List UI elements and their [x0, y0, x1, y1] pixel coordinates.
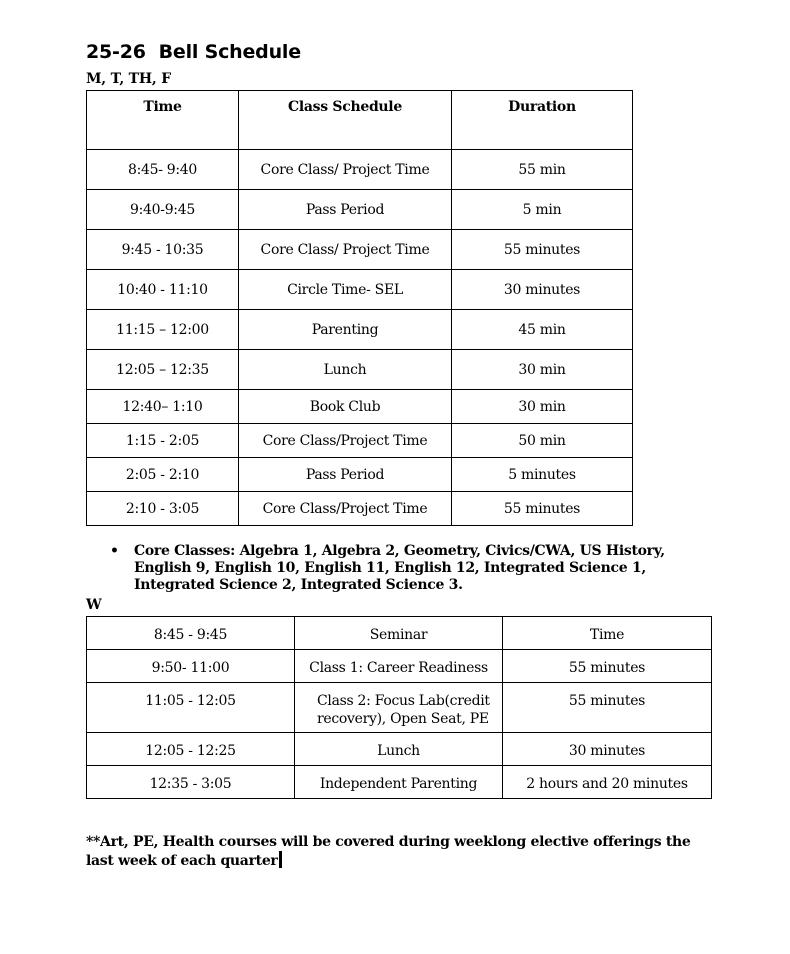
days-label-mtthf: M, T, TH, F — [86, 71, 172, 87]
cell-duration: 30 minutes — [452, 270, 633, 310]
footnote-text: **Art, PE, Health courses will be covered during weeklong elective offerings the last week of each quarter — [86, 834, 691, 869]
cell-class: Parenting — [239, 310, 452, 350]
table-row — [87, 458, 633, 492]
cell-time: 12:35 - 3:05 — [87, 766, 295, 799]
cell-class: Pass Period — [239, 190, 452, 230]
table-row — [87, 650, 712, 683]
cell-class: Core Class/Project Time — [239, 492, 452, 526]
bullet-dot: • — [110, 543, 119, 559]
cell-class: Core Class/Project Time — [239, 424, 452, 458]
table-row — [87, 350, 633, 390]
cell-duration: 55 minutes — [452, 492, 633, 526]
cell-time: 12:05 - 12:25 — [87, 733, 295, 766]
table-row — [87, 617, 712, 650]
table-header-row — [87, 91, 633, 150]
cell-class: Lunch — [239, 350, 452, 390]
cell-class: Core Class/ Project Time — [239, 230, 452, 270]
table-row — [87, 424, 633, 458]
header-time: Time — [87, 91, 239, 150]
cell-duration: Time — [503, 617, 712, 650]
table-row — [87, 390, 633, 424]
cell-class: Lunch — [295, 733, 503, 766]
cell-time: 2:05 - 2:10 — [87, 458, 239, 492]
cell-class: Class 2: Focus Lab(credit recovery), Open Seat, PE — [295, 683, 503, 733]
cell-class: Pass Period — [239, 458, 452, 492]
cell-time: 9:45 - 10:35 — [87, 230, 239, 270]
header-duration: Duration — [452, 91, 633, 150]
table-row — [87, 270, 633, 310]
cell-class: Book Club — [239, 390, 452, 424]
days-label-w: W — [86, 597, 102, 613]
cell-duration: 50 min — [452, 424, 633, 458]
cell-duration: 55 min — [452, 150, 633, 190]
text-cursor[interactable] — [279, 851, 282, 868]
cell-time: 8:45- 9:40 — [87, 150, 239, 190]
cell-time: 1:15 - 2:05 — [87, 424, 239, 458]
cell-time: 9:50- 11:00 — [87, 650, 295, 683]
cell-time: 10:40 - 11:10 — [87, 270, 239, 310]
cell-duration: 30 min — [452, 350, 633, 390]
cell-time: 12:05 – 12:35 — [87, 350, 239, 390]
cell-time: 2:10 - 3:05 — [87, 492, 239, 526]
wednesday-schedule-table — [86, 616, 712, 799]
cell-duration: 55 minutes — [503, 683, 712, 733]
table-row — [87, 683, 712, 733]
cell-class: Core Class/ Project Time — [239, 150, 452, 190]
cell-time: 8:45 - 9:45 — [87, 617, 295, 650]
table-row — [87, 492, 633, 526]
cell-class: Seminar — [295, 617, 503, 650]
cell-class: Circle Time- SEL — [239, 270, 452, 310]
table-row — [87, 733, 712, 766]
cell-duration: 55 minutes — [503, 650, 712, 683]
table-row — [87, 150, 633, 190]
cell-class: Independent Parenting — [295, 766, 503, 799]
page-title: 25-26 Bell Schedule — [86, 41, 301, 63]
core-classes-text: Core Classes: Algebra 1, Algebra 2, Geometry, Civics/CWA, US History, English 9, English 10, English 11, English 12, Integrated Science 1, Integrated Science 2, Integrated Science 3. — [134, 543, 665, 593]
cell-time: 9:40-9:45 — [87, 190, 239, 230]
cell-time: 11:05 - 12:05 — [87, 683, 295, 733]
table-row — [87, 230, 633, 270]
cell-class: Class 1: Career Readiness — [295, 650, 503, 683]
electives-footnote — [86, 833, 716, 870]
mtthf-schedule-table — [86, 90, 633, 526]
header-class-schedule: Class Schedule — [239, 91, 452, 150]
cell-duration: 45 min — [452, 310, 633, 350]
cell-duration: 30 min — [452, 390, 633, 424]
table-row — [87, 766, 712, 799]
cell-duration: 30 minutes — [503, 733, 712, 766]
cell-duration: 5 min — [452, 190, 633, 230]
cell-time: 11:15 – 12:00 — [87, 310, 239, 350]
table-row — [87, 190, 633, 230]
cell-duration: 2 hours and 20 minutes — [503, 766, 712, 799]
cell-time: 12:40– 1:10 — [87, 390, 239, 424]
cell-duration: 55 minutes — [452, 230, 633, 270]
cell-duration: 5 minutes — [452, 458, 633, 492]
table-row — [87, 310, 633, 350]
